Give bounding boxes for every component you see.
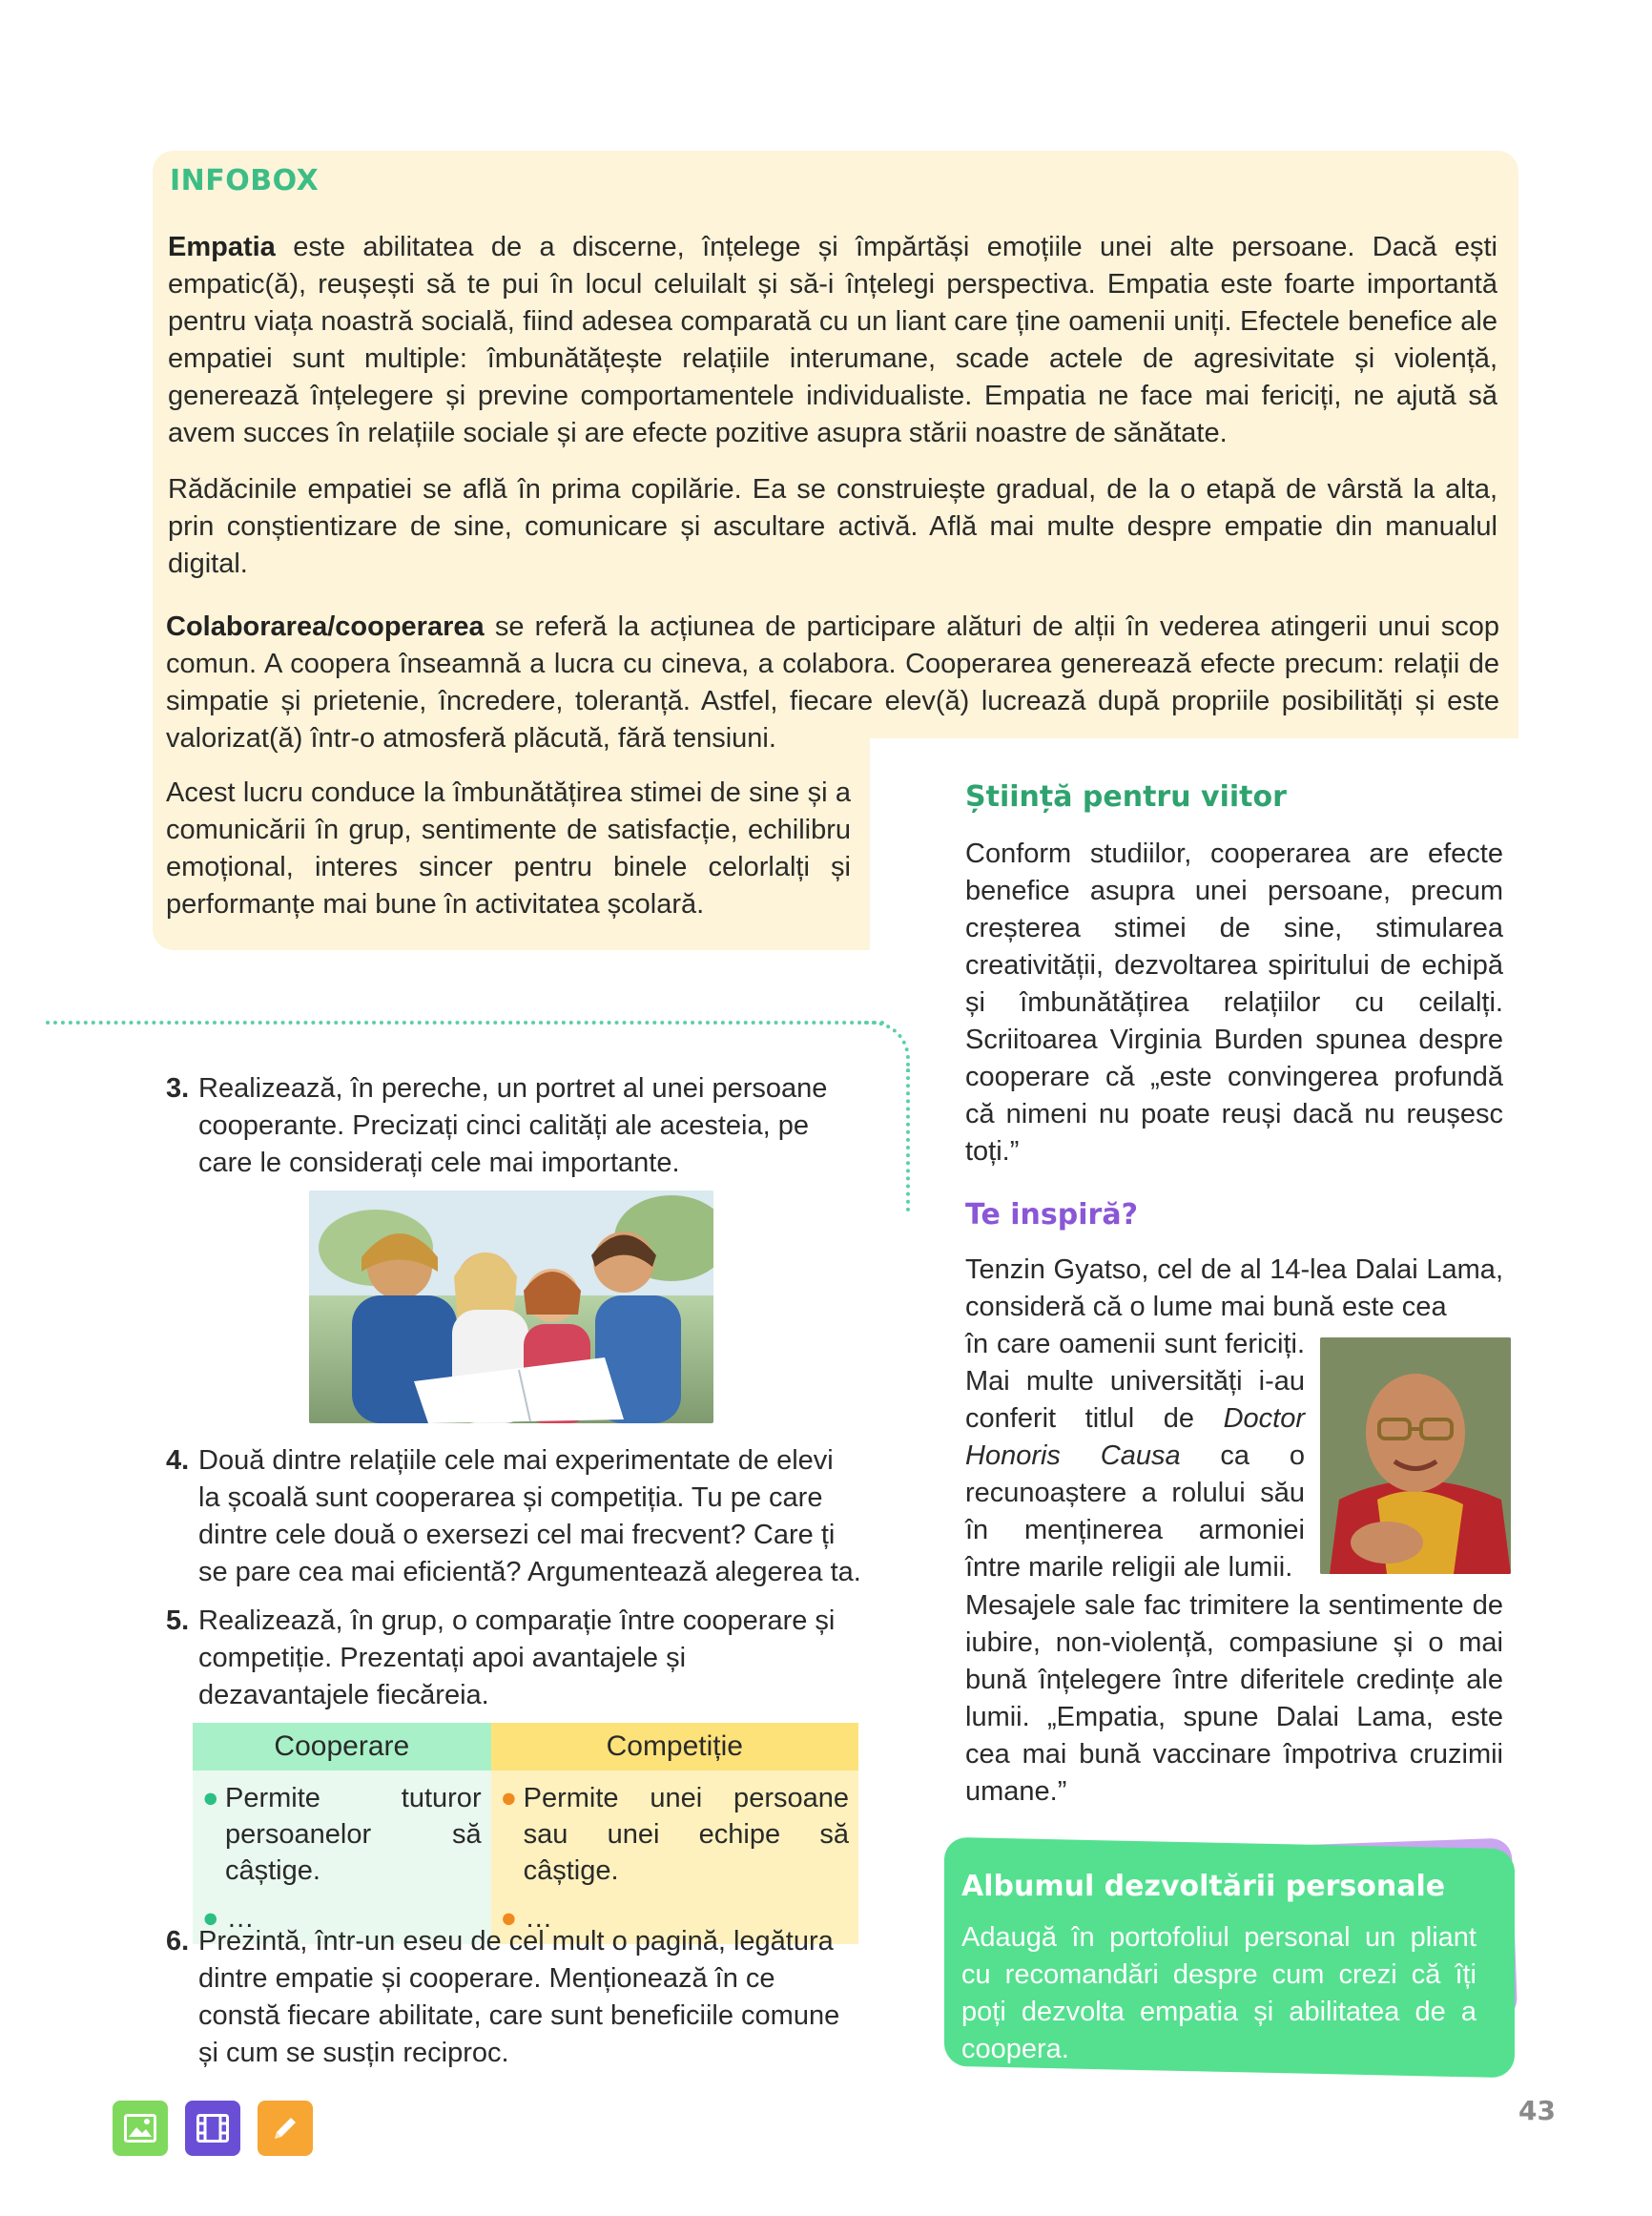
bullet-icon: ● bbox=[202, 1903, 219, 1934]
exercise-number: 3. bbox=[166, 1073, 190, 1104]
album-text: Adaugă în portofoliul personal un pliant cu recomandări despre cum crezi că îți poți dezvolta empatia și abilitatea de a coopera. bbox=[961, 1922, 1476, 2064]
students-photo-illustration bbox=[309, 1191, 713, 1423]
exercise-text: Prezintă, într-un eseu de cel mult o pagină, legătura dintre empatie și cooperare. Menționează în ce constă fiecare abilitate, care sunt beneficiile comune și cum se susțin reciproc. bbox=[198, 1926, 840, 2068]
infobox-paragraph-stima: Acest lucru conduce la îmbunătățirea stimei de sine și a comunicării în grup, sentimente de satisfacție, echilibru emoțional, interes sincer pentru binele celorlalți și performanțe mai bune în activitatea școlară. bbox=[166, 777, 851, 920]
inspira-text-top: Tenzin Gyatso, cel de al 14-lea Dalai Lama, consideră că o lume mai bună este cea bbox=[965, 1254, 1503, 1322]
stiinta-text: Conform studiilor, cooperarea are efecte benefice asupra unei persoane, precum creșterea stimei de sine, stimularea creativității, dezvoltarea spiritului de echipă și îmbunătățirea relațiilor cu ceilalți. Scriitoarea Virginia Burden spunea despre cooperare că „este convingerea profundă că nimeni nu poate reuși dacă nu reușesc toți.” bbox=[965, 839, 1503, 1167]
table-cell-text: Permite tuturor persoanelor să câștige. bbox=[225, 1783, 482, 1886]
students-photo bbox=[309, 1191, 713, 1423]
exercise-3 bbox=[166, 1070, 862, 1182]
empatia-definition: este abilitatea de a discerne, înțelege și împărtăși emoțiile unei alte persoane. Dacă ești empatic(ă), reușești să te pui în locul celuilalt și să-i înțelegi perspectiva. Empatia este foarte importantă pentru viața noastră socială, fiind adesea comparată cu un liant care ține oamenii uniți. Efectele benefice ale empatiei sunt multiple: îmbunătățește relațiile interumane, scade actele de agresivitate și violență, generează înțelegere și previne comportamentele individualiste. Empatia ne face mai fericiți, ne ajută să avem succes în relațiile sociale și are efecte pozitive asupra stării noastre de sănătate. bbox=[168, 232, 1497, 448]
exercise-text: Realizează, în grup, o comparație între cooperare și competiție. Prezentați apoi avantajele și dezavantajele fiecăreia. bbox=[198, 1605, 836, 1710]
exercise-6 bbox=[166, 1923, 862, 2072]
pencil-icon[interactable] bbox=[258, 2101, 313, 2156]
stiinta-title: Știință pentru viitor bbox=[965, 780, 1287, 814]
dotted-separator-vertical bbox=[906, 1068, 910, 1212]
album-title: Albumul dezvoltării personale bbox=[961, 1870, 1446, 1903]
exercise-number: 6. bbox=[166, 1926, 190, 1957]
comparison-table bbox=[193, 1723, 858, 1944]
inspira-text-side bbox=[965, 1326, 1305, 1586]
cooperare-definition: se referă la acțiunea de participare alături de alții în vederea atingerii unui scop comun. A coopera înseamnă a lucra cu cineva, a colabora. Cooperarea generează efecte precum: relații de simpatie și prietenie, încredere, toleranță. Astfel, fiecare elev(ă) lucrează după propriile posibilități și este valorizat(ă) într-o atmosferă plăcută, fără tensiuni. bbox=[166, 611, 1499, 754]
term-cooperare: Colaborarea/cooperarea bbox=[166, 611, 485, 642]
exercise-5 bbox=[166, 1603, 862, 1714]
dalai-lama-photo bbox=[1320, 1337, 1511, 1574]
table-header-cooperare: Cooperare bbox=[193, 1723, 491, 1771]
dalai-lama-illustration bbox=[1320, 1337, 1511, 1574]
film-icon[interactable] bbox=[185, 2101, 240, 2156]
infobox-paragraph-radacini: Rădăcinile empatiei se află în prima copilărie. Ea se construiește gradual, de la o etapă de vârstă la alta, prin conștientizare de sine, comunicare și ascultare activă. Află mai multe despre empatie din manualul digital. bbox=[168, 474, 1497, 579]
infobox-paragraph-empatia bbox=[168, 229, 1497, 452]
inspira-text-side-part: ca o recunoaștere a rolului său în menținerea armoniei între marile religii ale lumii. bbox=[965, 1440, 1305, 1583]
exercise-text: Două dintre relațiile cele mai experimentate de elevi la școală sunt cooperarea și competiția. Tu pe care dintre cele două o exersezi cel mai frecvent? Care ți se pare cea mai eficientă? Argumentează alegerea ta. bbox=[198, 1445, 861, 1587]
table-header-competitie: Competiție bbox=[491, 1723, 858, 1771]
table-cell-text: … bbox=[226, 1903, 255, 1934]
dotted-separator bbox=[46, 1021, 885, 1025]
exercise-4 bbox=[166, 1442, 862, 1591]
table-cell-text: … bbox=[525, 1903, 553, 1934]
exercise-number: 5. bbox=[166, 1605, 190, 1636]
table-cell bbox=[491, 1771, 858, 1895]
table-cell bbox=[193, 1771, 491, 1895]
infobox-title: INFOBOX bbox=[170, 164, 320, 197]
term-empatia: Empatia bbox=[168, 232, 276, 262]
bullet-icon: ● bbox=[500, 1783, 518, 1813]
inspira-honoris-causa: Doctor Honoris Causa bbox=[965, 1403, 1305, 1471]
bullet-icon: ● bbox=[500, 1903, 518, 1934]
image-icon-glyph bbox=[124, 2114, 156, 2143]
inspira-text-side-part: în care oamenii sunt fericiți. Mai multe universități i-au conferit titlul de bbox=[965, 1329, 1305, 1434]
image-icon[interactable] bbox=[113, 2101, 168, 2156]
exercise-text: Realizează, în pereche, un portret al unei persoane cooperante. Precizați cinci calități ale acesteia, pe care le considerați cele mai importante. bbox=[198, 1073, 828, 1178]
bullet-icon: ● bbox=[202, 1783, 219, 1813]
inspira-title: Te inspiră? bbox=[965, 1198, 1138, 1232]
page-number: 43 bbox=[1518, 2095, 1556, 2126]
pencil-icon-glyph bbox=[270, 2113, 300, 2144]
table-cell-text: Permite unei persoane sau unei echipe să câștige. bbox=[523, 1783, 849, 1886]
film-icon-glyph bbox=[196, 2114, 229, 2143]
dotted-separator-corner bbox=[858, 1021, 910, 1072]
infobox-paragraph-cooperare bbox=[166, 609, 1499, 757]
inspira-text-bottom: Mesajele sale fac trimitere la sentimente de iubire, non-violență, compasiune și o mai bună înțelegere între diferitele credințe ale lumii. „Empatia, spune Dalai Lama, este cea mai bună vaccinare împotriva cruzimii umane.” bbox=[965, 1590, 1503, 1807]
exercise-number: 4. bbox=[166, 1445, 190, 1476]
